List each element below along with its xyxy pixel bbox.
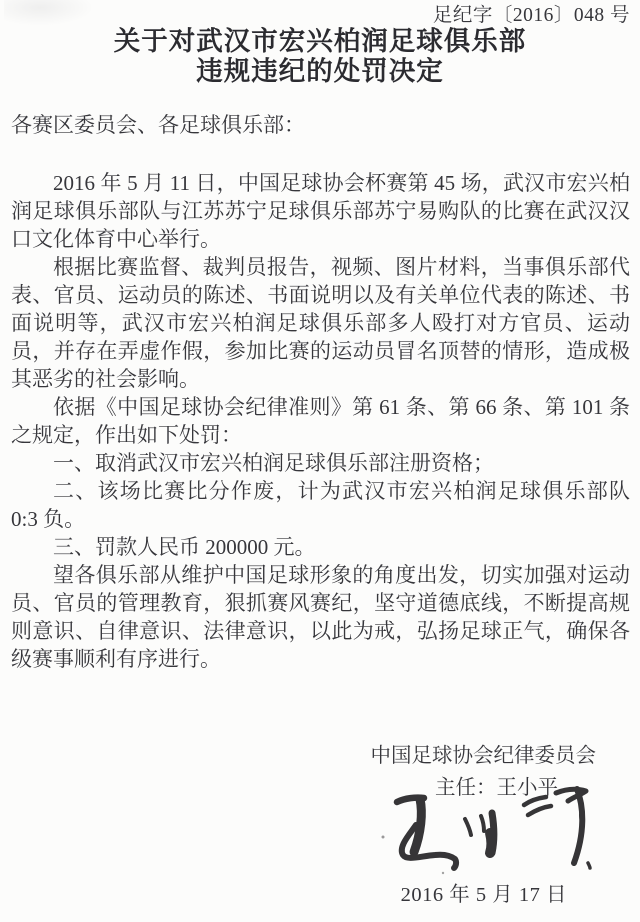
signature-signer-title: 主任：王小平 [435,777,558,799]
document-title [0,27,640,86]
penalty-item-1: 一、取消武汉市宏兴柏润足球俱乐部注册资格； [53,451,494,475]
paragraph-evidence: 根据比赛监督、裁判员报告，视频、图片材料，当事俱乐部代表、官员、运动员的陈述、书面说明以及有关单位代表的陈述、书面说明等，武汉市宏兴柏润足球俱乐部多人殴打对方官员、运动员，并存在弄虚作假，参加比赛的运动员冒名顶替的情形，造成极其恶劣的社会影响。 [11,255,630,391]
signature-date: 2016 年 5 月 17 日 [400,884,567,906]
document-title-line1: 关于对武汉市宏兴柏润足球俱乐部 [113,26,527,56]
paragraph-match-facts: 2016 年 5 月 11 日，中国足球协会杯赛第 45 场，武汉市宏兴柏润足球俱乐部队与江苏苏宁足球俱乐部苏宁易购队的比赛在武汉汉口文化体育中心举行。 [11,171,630,251]
signature-organization: 中国足球协会纪律委员会 [370,745,596,767]
paragraph-legal-basis: 依据《中国足球协会纪律准则》第 61 条、第 66 条、第 101 条之规定，作出如下处罚： [11,395,630,447]
penalty-item-3: 三、罚款人民币 200000 元。 [53,535,316,559]
document-reference-number: 足纪字〔2016〕048 号 [432,5,630,26]
salutation: 各赛区委员会、各足球俱乐部： [11,113,305,137]
paragraph-closing-exhortation: 望各俱乐部从维护中国足球形象的角度出发，切实加强对运动员、官员的管理教育，狠抓赛风赛纪，坚守道德底线，不断提高规则意识、自律意识、法律意识，以此为戒，弘扬足球正气，确保各级赛事顺利有序进行。 [11,563,630,671]
handwritten-signature-icon [378,785,610,882]
document-title-line2: 违规违纪的处罚决定 [196,55,444,86]
document-body [0,111,640,673]
penalty-item-2: 二、该场比赛比分作废，计为武汉市宏兴柏润足球俱乐部队 0:3 负。 [11,479,630,531]
